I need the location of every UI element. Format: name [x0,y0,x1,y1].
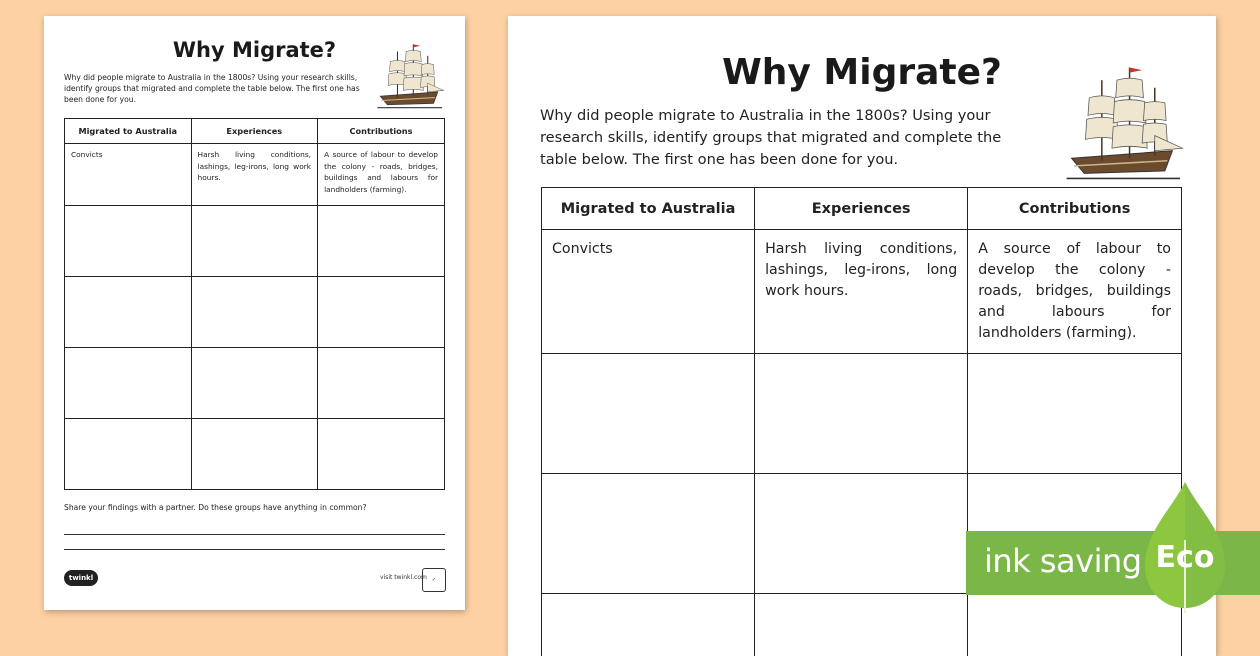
empty-cell [191,419,318,490]
header-migrated: Migrated to Australia [65,119,192,144]
ink-saving-text: ink saving [984,542,1142,580]
empty-cell [755,594,968,656]
empty-cell [755,474,968,594]
empty-cell [65,277,192,348]
worksheet-instructions: Why did people migrate to Australia in the 1800s? Using your research skills, identify groups that migrated and complete the table below. The first one has been done for you. [64,72,364,105]
empty-cell [191,206,318,277]
table-header-row [542,188,1182,230]
cell-group: Convicts [65,144,192,206]
empty-cell [542,474,755,594]
empty-cell [755,354,968,474]
empty-cell [968,354,1182,474]
answer-line [64,534,445,535]
empty-cell [191,348,318,419]
table-row [542,230,1182,354]
table-row [542,594,1182,656]
worksheet-instructions: Why did people migrate to Australia in the 1800s? Using your research skills, identify groups that migrated and complete the table below. The first one has been done for you. [540,105,1040,171]
empty-cell [65,419,192,490]
footer-url: visit twinkl.com [380,574,427,581]
sailing-ship-illustration [372,40,446,112]
empty-cell [318,348,445,419]
empty-cell [542,354,755,474]
empty-cell [191,277,318,348]
answer-line [64,549,445,550]
eco-label: Eco [1146,540,1224,575]
table-row [65,144,445,206]
cell-experiences: Harsh living conditions, lashings, leg-irons, long work hours. [755,230,968,354]
table-row [65,419,445,490]
quality-badge-icon: ✓ [422,568,446,592]
table-row [65,277,445,348]
header-contributions: Contributions [318,119,445,144]
header-contributions: Contributions [968,188,1182,230]
cell-contributions: A source of labour to develop the colony - roads, bridges, buildings and labours for landholders (farming). [318,144,445,206]
empty-cell [318,419,445,490]
table-header-row [65,119,445,144]
cell-group: Convicts [542,230,755,354]
empty-cell [65,348,192,419]
empty-cell [65,206,192,277]
empty-cell [542,594,755,656]
migration-table [64,118,445,490]
cell-experiences: Harsh living conditions, lashings, leg-irons, long work hours. [191,144,318,206]
sailing-ship-illustration [1058,60,1186,186]
empty-cell [318,277,445,348]
header-experiences: Experiences [191,119,318,144]
worksheet-title: Why Migrate? [508,52,1216,93]
worksheet-preview-small [44,16,465,610]
cell-contributions: A source of labour to develop the colony - roads, bridges, buildings and labours for landholders (farming). [968,230,1182,354]
header-migrated: Migrated to Australia [542,188,755,230]
table-row [65,348,445,419]
twinkl-logo: twinkl [64,570,98,586]
worksheet-title: Why Migrate? [44,38,465,62]
table-row [542,354,1182,474]
share-prompt: Share your findings with a partner. Do these groups have anything in common? [64,503,366,512]
header-experiences: Experiences [755,188,968,230]
table-row [65,206,445,277]
empty-cell [318,206,445,277]
